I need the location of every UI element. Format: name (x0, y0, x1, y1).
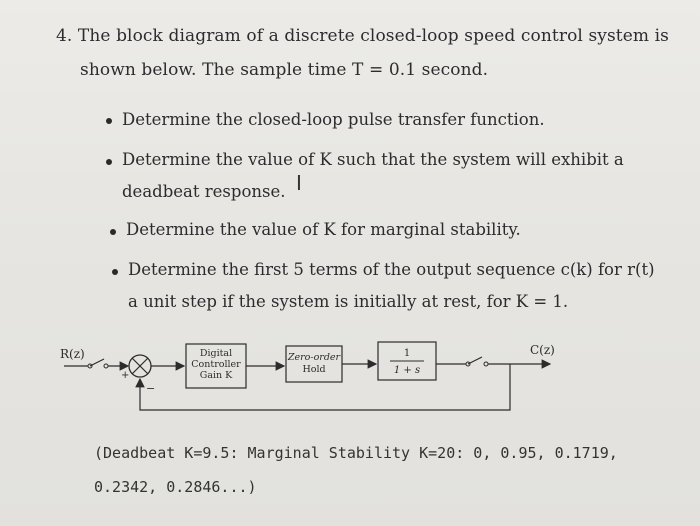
bullet-3-text: Determine the value of K for marginal stability. (126, 220, 521, 239)
plus-sign: + (121, 370, 130, 381)
plant-numerator: 1 (403, 348, 411, 359)
bullet-2-text-line-1: Determine the value of K such that the system will exhibit a (122, 150, 624, 169)
minus-sign: − (146, 382, 156, 395)
summing-junction (129, 355, 151, 377)
plant-block (378, 342, 436, 380)
controller-label-line-2: Controller (191, 359, 241, 370)
bullet-4-text-line-1: Determine the first 5 terms of the output sequence c(k) for r(t) (128, 260, 655, 279)
plant-denominator: 1 + s (393, 365, 421, 376)
question-line-1: 4. The block diagram of a discrete closed-loop speed control system is (56, 26, 669, 46)
bullet-dot (110, 229, 116, 235)
bullet-2-text-line-2: deadbeat response. (122, 182, 286, 201)
bullet-1-text: Determine the closed-loop pulse transfer function. (122, 110, 545, 129)
bullet-dot (106, 118, 112, 124)
question-line-2: shown below. The sample time T = 0.1 second. (80, 60, 489, 80)
zero-order-hold-block (286, 346, 342, 382)
output-sampler-switch (466, 357, 550, 366)
controller-label-line-1: Digital (199, 348, 233, 359)
input-label: R(z) (60, 347, 85, 361)
digital-controller-block (186, 344, 246, 388)
answer-line-1: (Deadbeat K=9.5: Marginal Stability K=20: 0, 0.95, 0.1719, (94, 444, 618, 462)
text-cursor-icon: I (296, 171, 302, 195)
answer-line-2: 0.2342, 0.2846...) (94, 478, 257, 496)
bullet-dot (112, 269, 118, 275)
controller-label-line-3: Gain K (199, 370, 233, 381)
block-diagram (0, 330, 700, 440)
output-label: C(z) (530, 343, 555, 357)
zoh-label-line-1: Zero-order (287, 352, 341, 363)
zoh-label-line-2: Hold (302, 364, 326, 375)
bullet-4-text-line-2: a unit step if the system is initially at rest, for K = 1. (128, 292, 569, 311)
bullet-dot (106, 159, 112, 165)
